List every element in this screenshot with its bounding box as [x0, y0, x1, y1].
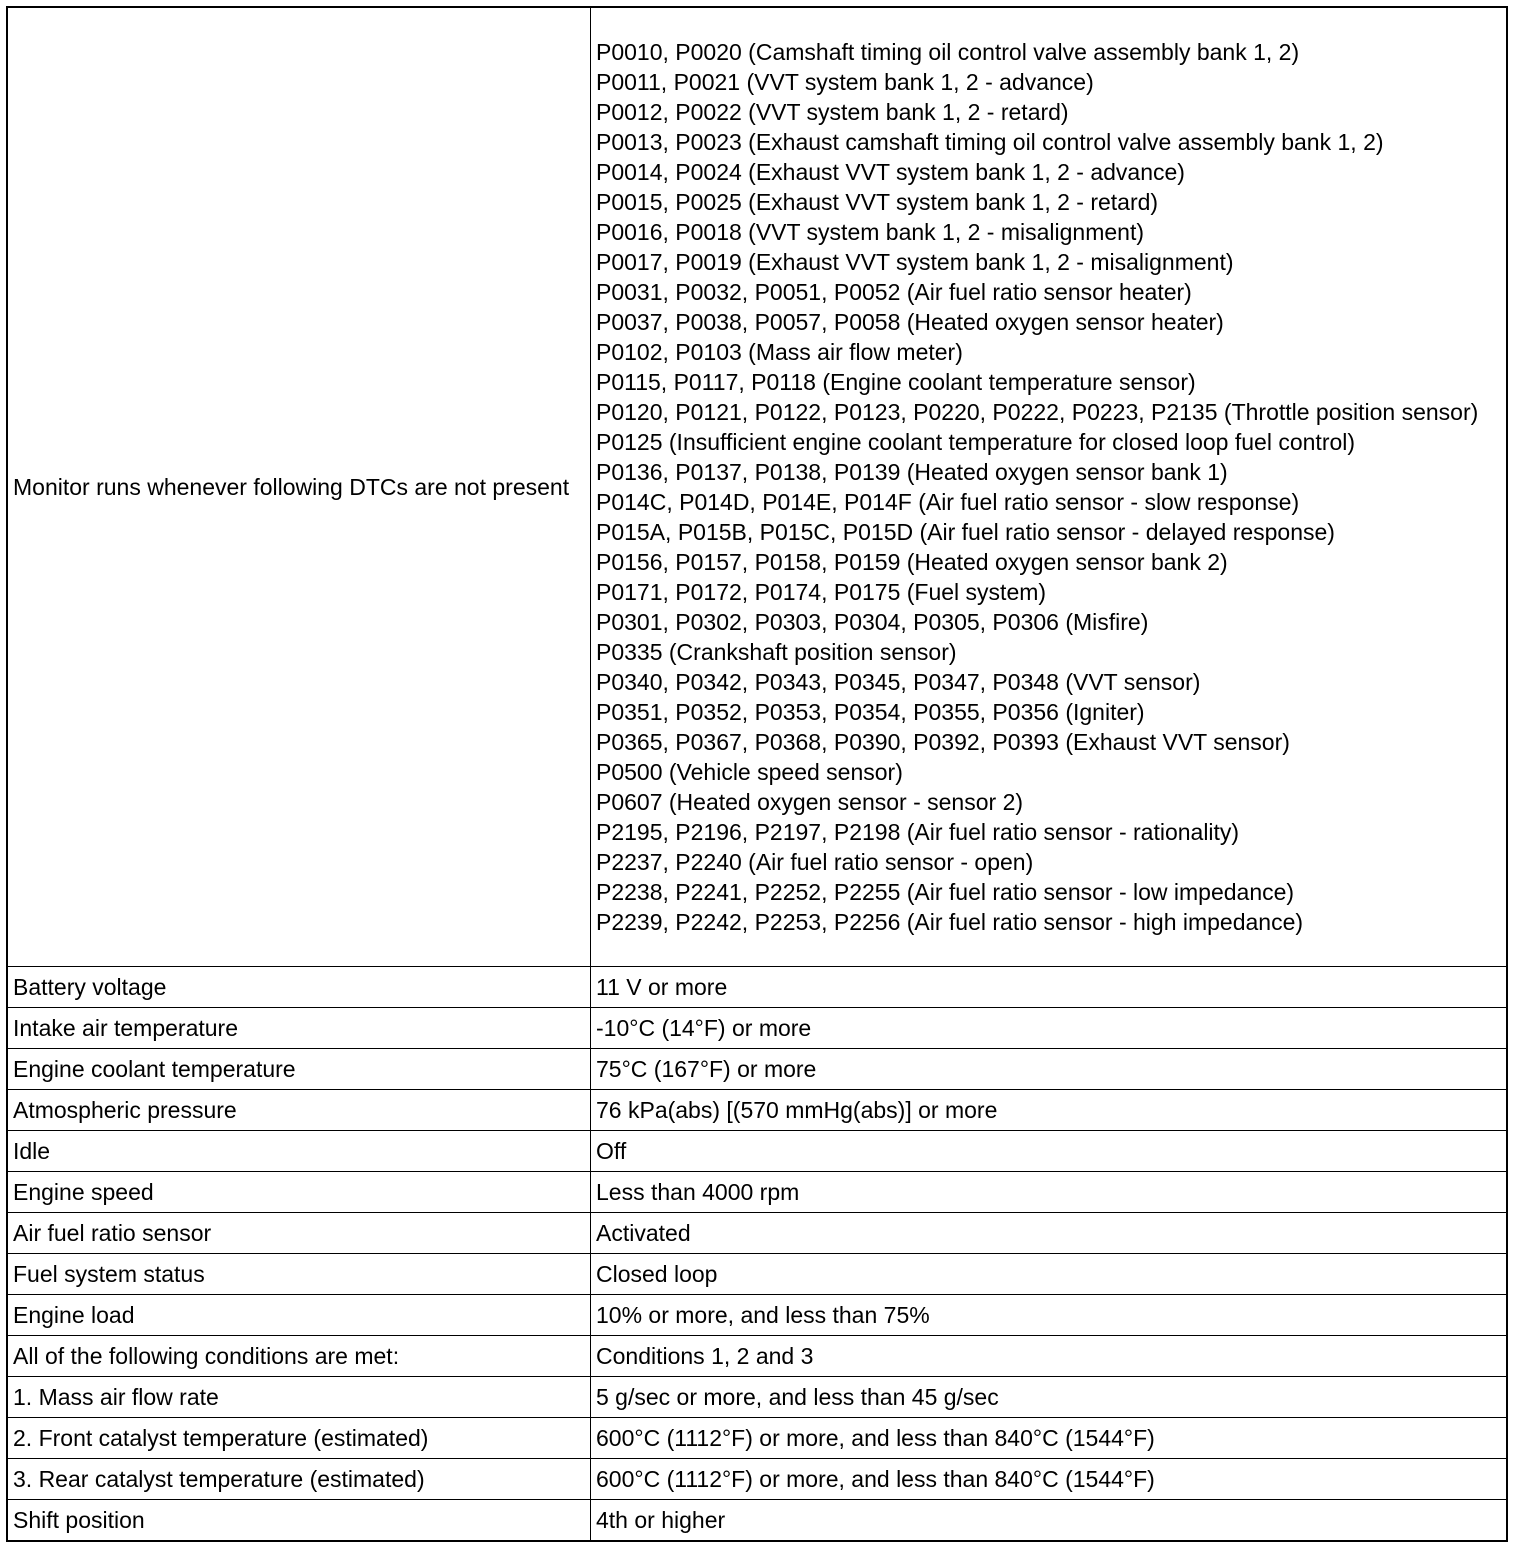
table-row [8, 1131, 1506, 1172]
row-label: Shift position [8, 1500, 591, 1541]
table-row [8, 1008, 1506, 1049]
dtc-line: P0120, P0121, P0122, P0123, P0220, P0222, P0223, P2135 (Throttle position sensor) [596, 399, 1479, 425]
dtc-line: P0365, P0367, P0368, P0390, P0392, P0393 (Exhaust VVT sensor) [596, 729, 1290, 755]
row-value: 10% or more, and less than 75% [591, 1295, 1507, 1336]
row-value: Less than 4000 rpm [591, 1172, 1507, 1213]
row-label: Atmospheric pressure [8, 1090, 591, 1131]
row-value: 5 g/sec or more, and less than 45 g/sec [591, 1377, 1507, 1418]
row-label: Engine load [8, 1295, 591, 1336]
dtc-line: P0031, P0032, P0051, P0052 (Air fuel ratio sensor heater) [596, 279, 1192, 305]
dtc-line: P0156, P0157, P0158, P0159 (Heated oxygen sensor bank 2) [596, 549, 1228, 575]
row-value: 4th or higher [591, 1500, 1507, 1541]
row-label: Intake air temperature [8, 1008, 591, 1049]
table-row [8, 1377, 1506, 1418]
row-label: Monitor runs whenever following DTCs are not present [8, 8, 591, 967]
row-value: Conditions 1, 2 and 3 [591, 1336, 1507, 1377]
dtc-line: P0013, P0023 (Exhaust camshaft timing oil control valve assembly bank 1, 2) [596, 129, 1384, 155]
row-label: Fuel system status [8, 1254, 591, 1295]
row-label: Idle [8, 1131, 591, 1172]
dtc-line: P0017, P0019 (Exhaust VVT system bank 1, 2 - misalignment) [596, 249, 1234, 275]
dtc-line: P0014, P0024 (Exhaust VVT system bank 1, 2 - advance) [596, 159, 1185, 185]
dtc-line: P2238, P2241, P2252, P2255 (Air fuel ratio sensor - low impedance) [596, 879, 1295, 905]
row-value: Activated [591, 1213, 1507, 1254]
dtc-line: P0335 (Crankshaft position sensor) [596, 639, 957, 665]
dtc-line: P2195, P2196, P2197, P2198 (Air fuel ratio sensor - rationality) [596, 819, 1240, 845]
row-label: 3. Rear catalyst temperature (estimated) [8, 1459, 591, 1500]
row-value: 75°C (167°F) or more [591, 1049, 1507, 1090]
table-row [8, 1090, 1506, 1131]
row-value: 11 V or more [591, 967, 1507, 1008]
table-row [8, 1213, 1506, 1254]
dtc-line: P0500 (Vehicle speed sensor) [596, 759, 903, 785]
row-label: Air fuel ratio sensor [8, 1213, 591, 1254]
dtc-line: P2239, P2242, P2253, P2256 (Air fuel ratio sensor - high impedance) [596, 909, 1304, 935]
row-label: Engine coolant temperature [8, 1049, 591, 1090]
dtc-line: P0340, P0342, P0343, P0345, P0347, P0348 (VVT sensor) [596, 669, 1201, 695]
table-row [8, 1418, 1506, 1459]
dtc-line: P0171, P0172, P0174, P0175 (Fuel system) [596, 579, 1047, 605]
dtc-line: P0351, P0352, P0353, P0354, P0355, P0356 (Igniter) [596, 699, 1145, 725]
row-value: Off [591, 1131, 1507, 1172]
row-value: -10°C (14°F) or more [591, 1008, 1507, 1049]
dtc-line: P0607 (Heated oxygen sensor - sensor 2) [596, 789, 1024, 815]
row-label: Engine speed [8, 1172, 591, 1213]
dtc-line: P0010, P0020 (Camshaft timing oil control valve assembly bank 1, 2) [596, 39, 1300, 65]
dtc-line: P0125 (Insufficient engine coolant temperature for closed loop fuel control) [596, 429, 1356, 455]
row-value: 76 kPa(abs) [(570 mmHg(abs)] or more [591, 1090, 1507, 1131]
row-value: Closed loop [591, 1254, 1507, 1295]
row-label: Battery voltage [8, 967, 591, 1008]
table-row [8, 1336, 1506, 1377]
table-row [8, 1172, 1506, 1213]
table-row [8, 1254, 1506, 1295]
table-row-dtc-conditions [8, 8, 1506, 967]
row-value: 600°C (1112°F) or more, and less than 840°C (1544°F) [591, 1459, 1507, 1500]
row-label: 1. Mass air flow rate [8, 1377, 591, 1418]
row-label: All of the following conditions are met: [8, 1336, 591, 1377]
dtc-line: P0136, P0137, P0138, P0139 (Heated oxygen sensor bank 1) [596, 459, 1228, 485]
dtc-line: P0115, P0117, P0118 (Engine coolant temperature sensor) [596, 369, 1196, 395]
table-row [8, 1459, 1506, 1500]
dtc-line: P0037, P0038, P0057, P0058 (Heated oxygen sensor heater) [596, 309, 1224, 335]
dtc-line: P0102, P0103 (Mass air flow meter) [596, 339, 963, 365]
dtc-line: P2237, P2240 (Air fuel ratio sensor - open) [596, 849, 1034, 875]
dtc-line: P014C, P014D, P014E, P014F (Air fuel ratio sensor - slow response) [596, 489, 1300, 515]
row-value: 600°C (1112°F) or more, and less than 840°C (1544°F) [591, 1418, 1507, 1459]
dtc-line: P0012, P0022 (VVT system bank 1, 2 - retard) [596, 99, 1069, 125]
dtc-line: P0011, P0021 (VVT system bank 1, 2 - advance) [596, 69, 1094, 95]
table-row [8, 1295, 1506, 1336]
dtc-line: P0301, P0302, P0303, P0304, P0305, P0306 (Misfire) [596, 609, 1149, 635]
dtc-line: P015A, P015B, P015C, P015D (Air fuel ratio sensor - delayed response) [596, 519, 1335, 545]
conditions-table [8, 8, 1506, 1540]
table-row [8, 967, 1506, 1008]
dtc-line: P0015, P0025 (Exhaust VVT system bank 1, 2 - retard) [596, 189, 1159, 215]
dtc-line: P0016, P0018 (VVT system bank 1, 2 - misalignment) [596, 219, 1145, 245]
row-label: 2. Front catalyst temperature (estimated) [8, 1418, 591, 1459]
table-row [8, 1500, 1506, 1541]
dtc-list-cell [591, 8, 1507, 967]
table-row [8, 1049, 1506, 1090]
conditions-table-frame [6, 6, 1508, 1542]
